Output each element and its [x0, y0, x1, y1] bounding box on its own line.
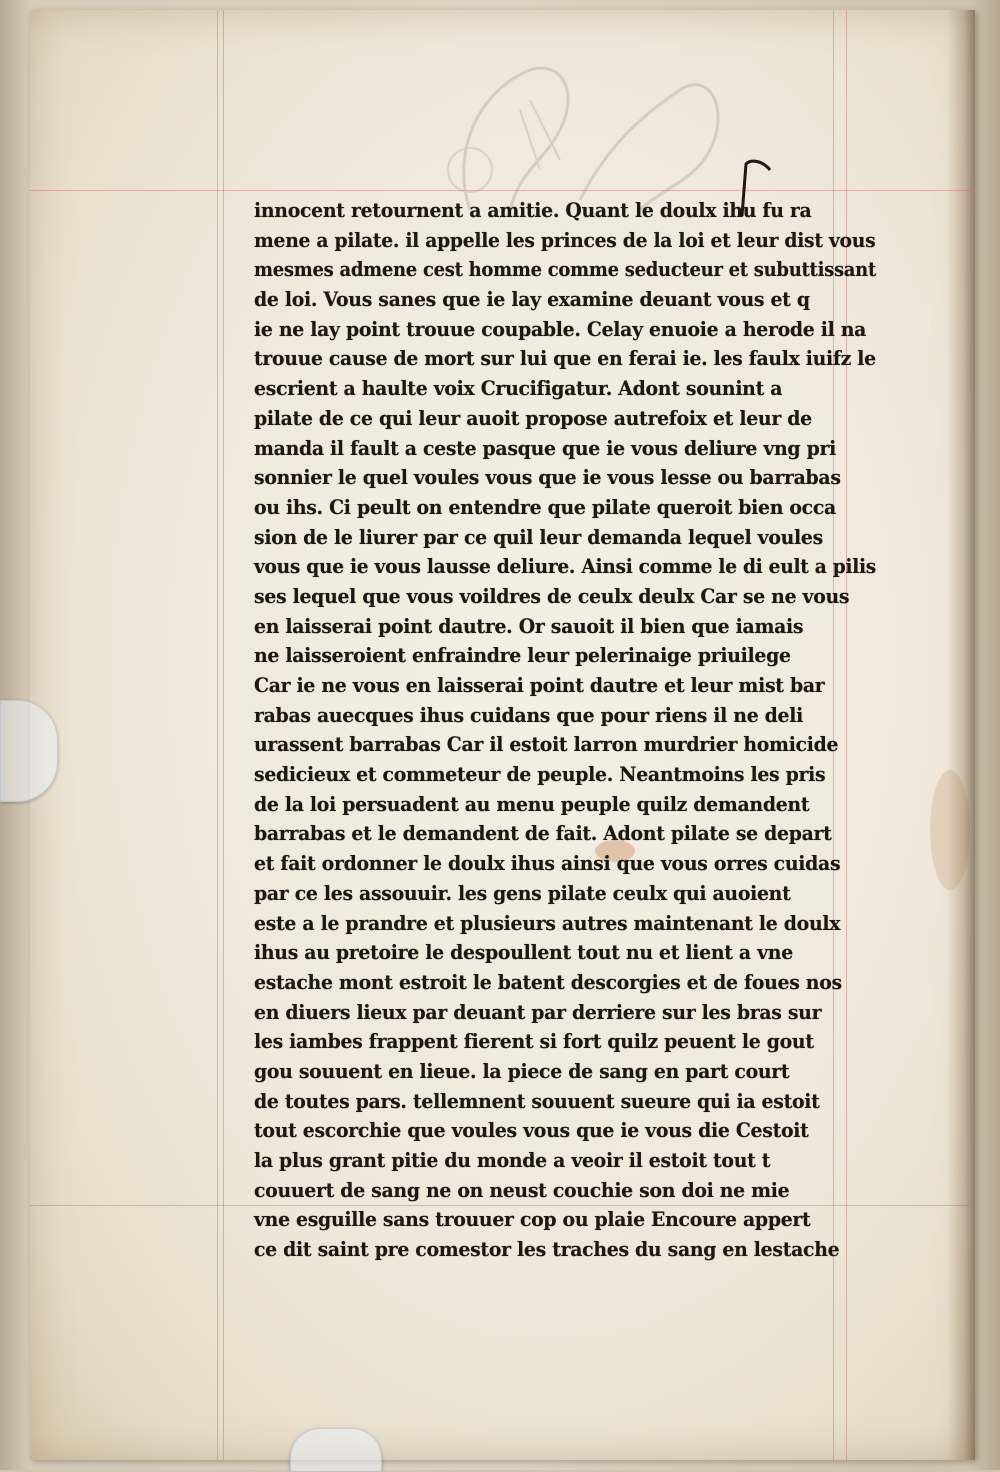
- manuscript-line: innocent retournent a amitie. Quant le doulx ihu fu ra: [254, 199, 812, 222]
- manuscript-line: urassent barrabas Car il estoit larron murdrier homicide: [254, 733, 839, 757]
- manuscript-line: trouue cause de mort sur lui que en ferai ie. les faulx iuifz le: [254, 347, 876, 371]
- manuscript-line: ie ne lay point trouue coupable. Celay enuoie a herode il na: [254, 317, 867, 341]
- manuscript-line: en diuers lieux par deuant par derriere sur les bras sur: [254, 1000, 822, 1024]
- manuscript-line: de toutes pars. tellemnent souuent sueure qui ia estoit: [254, 1089, 820, 1113]
- ruling-line-left-inner: [223, 10, 224, 1460]
- holding-clip-left: [0, 700, 58, 802]
- manuscript-line: rabas auecques ihus cuidans que pour riens il ne deli: [254, 703, 803, 727]
- manuscript-line: gou souuent en lieue. la piece de sang en part court: [254, 1059, 790, 1083]
- manuscript-line: sonnier le quel voules vous que ie vous lesse ou barrabas: [254, 466, 841, 490]
- manuscript-line: ne laisseroient enfraindre leur pelerinaige priuilege: [254, 644, 791, 668]
- offset-drawing-ghost: [410, 50, 740, 220]
- manuscript-line: de la loi persuadent au menu peuple quilz demandent: [254, 792, 810, 816]
- manuscript-line: estache mont estroit le batent descorgies et de foues nos: [254, 970, 842, 994]
- manuscript-line: escrient a haulte voix Crucifigatur. Adont sounint a: [254, 377, 783, 401]
- manuscript-line: par ce les assouuir. les gens pilate ceulx qui auoient: [254, 881, 791, 905]
- manuscript-line: ihus au pretoire le despoullent tout nu et lient a vne: [254, 941, 793, 965]
- manuscript-line: ses lequel que vous voildres de ceulx deulx Car se ne vous: [254, 584, 850, 608]
- manuscript-line: tout escorchie que voules vous que ie vous die Cestoit: [254, 1119, 809, 1143]
- manuscript-line: la plus grant pitie du monde a veoir il estoit tout t: [254, 1149, 771, 1172]
- manuscript-line: mesmes admene cest homme comme seducteur et subuttissant: [254, 258, 876, 282]
- manuscript-line: couuert de sang ne on neust couchie son doi ne mie: [254, 1178, 790, 1202]
- manuscript-line: este a le prandre et plusieurs autres maintenant le doulx: [254, 911, 841, 935]
- manuscript-line: ce dit saint pre comestor les traches du sang en lestache: [254, 1238, 840, 1262]
- manuscript-line: les iambes frappent fierent si fort quilz peuent le gout: [254, 1030, 814, 1054]
- holding-clip-bottom: [290, 1428, 382, 1472]
- manuscript-line: manda il fault a ceste pasque que ie vous deliure vng pri: [254, 436, 836, 460]
- manuscript-line: de loi. Vous sanes que ie lay examine deuant vous et q: [254, 288, 810, 312]
- manuscript-line: pilate de ce qui leur auoit propose autrefoix et leur de: [254, 406, 812, 430]
- water-stain: [930, 770, 970, 890]
- manuscript-line: barrabas et le demandent de fait. Adont pilate se depart: [254, 822, 832, 846]
- manuscript-line: ou ihs. Ci peult on entendre que pilate queroit bien occa: [254, 495, 836, 519]
- manuscript-line: en laisserai point dautre. Or sauoit il bien que iamais: [254, 614, 804, 638]
- manuscript-line: vne esguille sans trouuer cop ou plaie Encoure appert: [254, 1208, 811, 1232]
- manuscript-text-block: [254, 196, 894, 1265]
- manuscript-line: Car ie ne vous en laisserai point dautre et leur mist bar: [254, 674, 825, 697]
- manuscript-line: mene a pilate. il appelle les princes de la loi et leur dist vous: [254, 228, 876, 252]
- manuscript-line: et fait ordonner le doulx ihus ainsi que vous orres cuidas: [254, 852, 841, 876]
- manuscript-line: sion de le liurer par ce quil leur demanda lequel voules: [254, 525, 823, 549]
- manuscript-page: [30, 10, 975, 1460]
- manuscript-line: vous que ie vous lausse deliure. Ainsi comme le di eult a pilis: [254, 555, 876, 579]
- binding-gutter: [947, 10, 975, 1460]
- manuscript-line: sedicieux et commeteur de peuple. Neantmoins les pris: [254, 763, 826, 787]
- ruling-line-left: [217, 10, 218, 1460]
